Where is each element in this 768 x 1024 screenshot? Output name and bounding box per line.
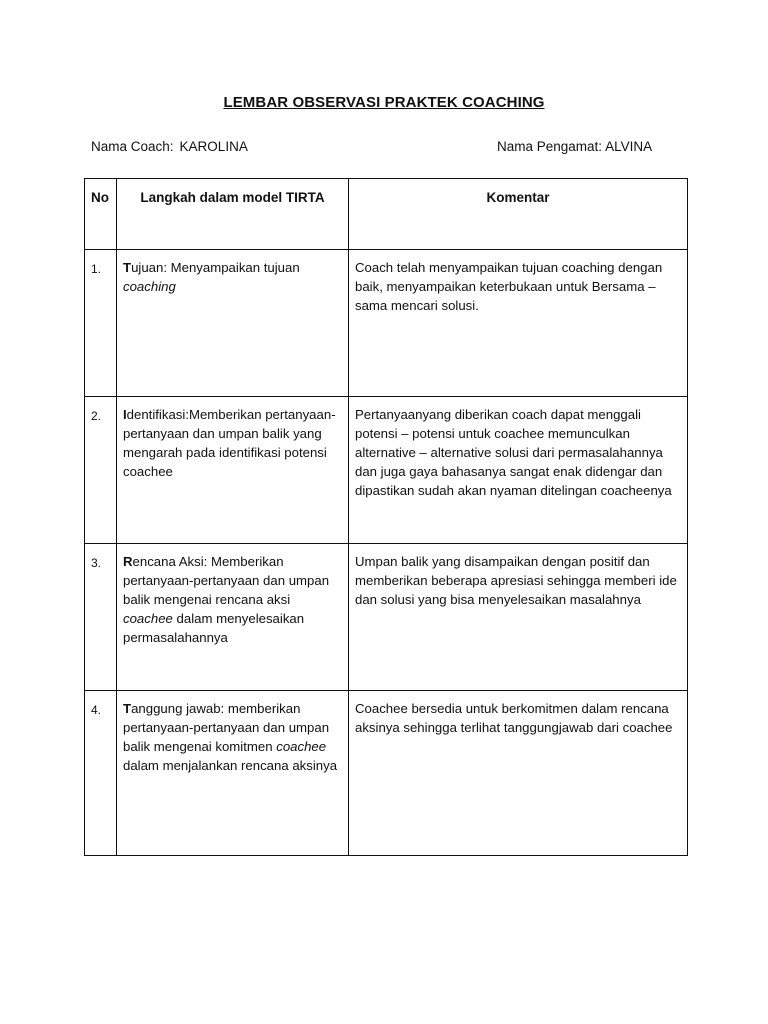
header-comment: Komentar (349, 179, 688, 250)
step-initial: T (123, 701, 132, 716)
observer-name: ALVINA (605, 139, 653, 154)
step-cell (117, 397, 349, 544)
table-row (85, 544, 688, 691)
coach-label: Nama Coach: (91, 139, 174, 154)
document-title: LEMBAR OBSERVASI PRAKTEK COACHING (223, 94, 545, 111)
observation-table (84, 178, 688, 856)
header-no: No (85, 179, 117, 250)
step-initial: T (123, 260, 132, 275)
header-step: Langkah dalam model TIRTA (117, 179, 349, 250)
step-text: encana Aksi: Memberikan pertanyaan-pertanyaan dan umpan balik mengenai rencana aksi (123, 554, 330, 607)
step-text: ujuan: Menyampaikan tujuan (131, 260, 300, 275)
step-initial: R (123, 554, 133, 569)
observer-label: Nama Pengamat: (497, 139, 603, 154)
comment-cell: Umpan balik yang disampaikan dengan positif dan memberikan beberapa apresiasi sehingga memberi ide dan solusi yang bisa menyelesaikan masalahnya (349, 544, 688, 691)
coach-info (91, 139, 248, 154)
table-row (85, 691, 688, 856)
step-after: dalam menjalankan rencana aksinya (123, 758, 338, 773)
step-initial: I (123, 407, 127, 422)
row-number-cell: 3. (85, 544, 117, 691)
table-header-row (85, 179, 688, 250)
comment-cell: Pertanyaanyang diberikan coach dapat menggali potensi – potensi untuk coachee memunculkan alternative – alternative solusi dari permasalahannya dan juga gaya bahasanya sangat enak didengar dan dipastikan sudah akan nyaman ditelingan coacheenya (349, 397, 688, 544)
row-number-cell: 1. (85, 250, 117, 397)
step-cell (117, 544, 349, 691)
step-cell (117, 691, 349, 856)
row-number-cell: 4. (85, 691, 117, 856)
step-text: dentifikasi:Memberikan pertanyaan-pertanyaan dan umpan balik yang mengarah pada identifikasi potensi coachee (123, 407, 336, 479)
table-row (85, 397, 688, 544)
table-row (85, 250, 688, 397)
comment-cell: Coach telah menyampaikan tujuan coaching dengan baik, menyampaikan keterbukaan untuk Bersama – sama mencari solusi. (349, 250, 688, 397)
step-text: anggung jawab: memberikan pertanyaan-pertanyaan dan umpan balik mengenai komitmen (123, 701, 330, 754)
step-italic: coachee (123, 611, 173, 626)
step-italic: coaching (123, 279, 176, 294)
row-number-cell: 2. (85, 397, 117, 544)
step-after: dalam menyelesaikan permasalahannya (123, 611, 305, 645)
step-italic: coachee (276, 739, 327, 754)
step-cell (117, 250, 349, 397)
comment-cell: Coachee bersedia untuk berkomitmen dalam rencana aksinya sehingga terlihat tanggungjawab dari coachee (349, 691, 688, 856)
coach-name: KAROLINA (179, 139, 248, 154)
observer-info (497, 139, 652, 154)
